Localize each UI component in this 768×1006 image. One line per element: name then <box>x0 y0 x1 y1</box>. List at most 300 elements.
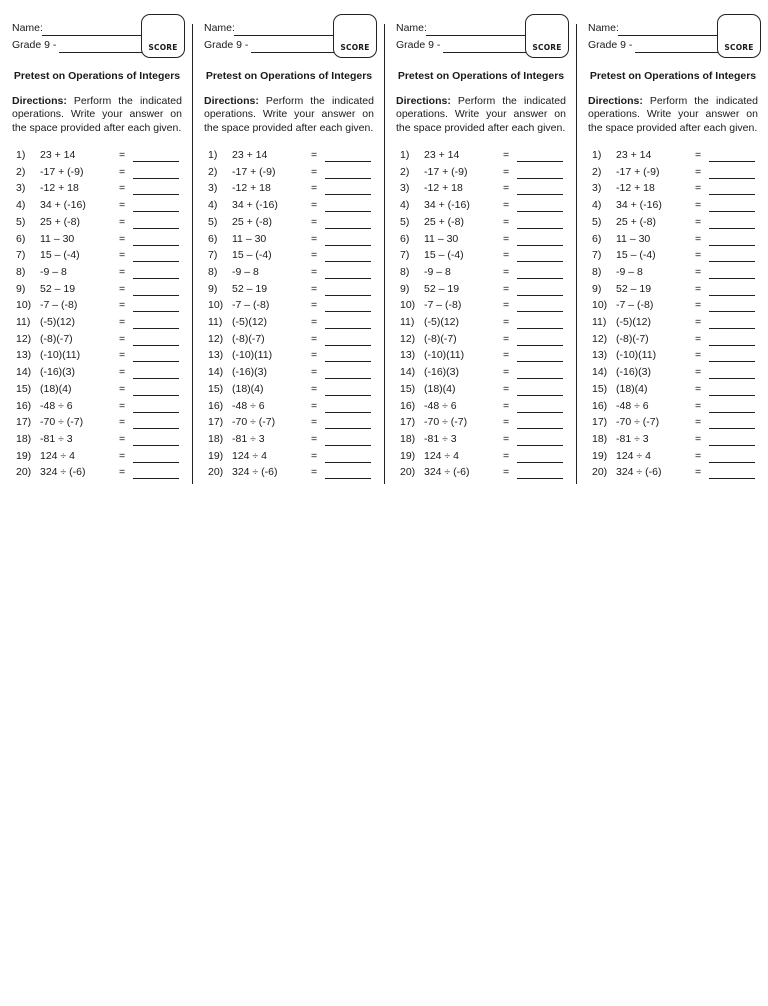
answer-blank[interactable] <box>133 345 179 346</box>
answer-blank[interactable] <box>133 478 179 479</box>
answer-blank[interactable] <box>325 245 371 246</box>
problem-row <box>592 349 762 366</box>
equals-sign: = <box>119 232 126 245</box>
problem-row <box>208 416 378 433</box>
answer-blank[interactable] <box>517 178 563 179</box>
problem-number: 10) <box>592 299 608 312</box>
problem-expression: 34 + (-16) <box>232 199 278 212</box>
answer-blank[interactable] <box>133 228 179 229</box>
equals-sign: = <box>695 466 702 479</box>
answer-blank[interactable] <box>325 445 371 446</box>
problem-number: 15) <box>208 382 224 395</box>
problem-row <box>400 299 570 316</box>
column-divider <box>576 24 577 484</box>
problem-number: 20) <box>592 466 608 479</box>
answer-blank[interactable] <box>325 295 371 296</box>
answer-blank[interactable] <box>133 328 179 329</box>
answer-blank[interactable] <box>325 211 371 212</box>
equals-sign: = <box>119 149 126 161</box>
score-label: SCORE <box>340 43 370 52</box>
answer-blank[interactable] <box>325 161 371 162</box>
problem-number: 2) <box>592 165 602 178</box>
directions-text: Perform the indicated operations. Write your answer on the space provided after each given. <box>12 95 182 134</box>
problem-number: 10) <box>208 299 224 312</box>
answer-blank[interactable] <box>133 311 179 312</box>
problem-number: 15) <box>16 382 32 395</box>
equals-sign: = <box>695 249 702 262</box>
equals-sign: = <box>503 316 510 328</box>
problem-row <box>208 233 378 250</box>
answer-blank[interactable] <box>517 428 563 429</box>
answer-blank[interactable] <box>517 311 563 312</box>
problem-row <box>16 466 186 483</box>
directions <box>396 95 566 135</box>
name-label: Name: <box>396 22 427 34</box>
problem-row <box>592 450 762 467</box>
problem-row <box>400 283 570 300</box>
problem-row <box>400 333 570 350</box>
problem-expression: (-8)(-7) <box>616 332 649 345</box>
problem-expression: (18)(4) <box>616 382 648 395</box>
problem-row <box>592 283 762 300</box>
problem-expression: (18)(4) <box>40 382 72 395</box>
equals-sign: = <box>503 332 510 345</box>
answer-blank[interactable] <box>517 361 563 362</box>
equals-sign: = <box>311 416 318 429</box>
problem-number: 6) <box>592 232 602 245</box>
answer-blank[interactable] <box>709 328 755 329</box>
answer-blank[interactable] <box>709 345 755 346</box>
problem-expression: -9 – 8 <box>232 265 259 278</box>
problem-expression: (-8)(-7) <box>232 332 265 345</box>
equals-sign: = <box>119 449 126 462</box>
problem-number: 17) <box>592 416 608 429</box>
score-box[interactable] <box>141 14 185 58</box>
problem-number: 10) <box>400 299 416 312</box>
grade-section-field[interactable] <box>635 52 718 53</box>
problem-number: 1) <box>592 149 602 161</box>
answer-blank[interactable] <box>517 378 563 379</box>
problem-expression: 15 – (-4) <box>232 249 272 262</box>
answer-blank[interactable] <box>325 361 371 362</box>
answer-blank[interactable] <box>133 445 179 446</box>
problem-number: 9) <box>400 282 410 295</box>
answer-blank[interactable] <box>709 161 755 162</box>
problem-row <box>16 166 186 183</box>
equals-sign: = <box>695 199 702 212</box>
problem-row <box>592 400 762 417</box>
problem-row <box>400 216 570 233</box>
problem-expression: (-5)(12) <box>40 316 76 328</box>
problem-number: 18) <box>16 432 32 445</box>
problem-expression: 324 ÷ (-6) <box>424 466 470 479</box>
equals-sign: = <box>119 332 126 345</box>
problem-number: 17) <box>16 416 32 429</box>
answer-blank[interactable] <box>133 161 179 162</box>
problem-row <box>592 299 762 316</box>
problem-row <box>592 249 762 266</box>
equals-sign: = <box>311 282 318 295</box>
problem-number: 13) <box>16 349 32 362</box>
answer-blank[interactable] <box>133 211 179 212</box>
problem-number: 20) <box>16 466 32 479</box>
score-box[interactable] <box>525 14 569 58</box>
answer-blank[interactable] <box>709 428 755 429</box>
score-box[interactable] <box>333 14 377 58</box>
directions <box>588 95 758 135</box>
answer-blank[interactable] <box>133 295 179 296</box>
problem-number: 19) <box>592 449 608 462</box>
answer-blank[interactable] <box>709 395 755 396</box>
equals-sign: = <box>695 265 702 278</box>
problem-expression: 23 + 14 <box>616 149 652 161</box>
problem-number: 19) <box>16 449 32 462</box>
score-label: SCORE <box>148 43 178 52</box>
problem-row <box>400 266 570 283</box>
equals-sign: = <box>695 382 702 395</box>
problem-row <box>208 216 378 233</box>
equals-sign: = <box>119 399 126 412</box>
equals-sign: = <box>503 366 510 379</box>
equals-sign: = <box>311 399 318 412</box>
equals-sign: = <box>311 349 318 362</box>
answer-blank[interactable] <box>133 378 179 379</box>
problem-row <box>592 366 762 383</box>
score-label: SCORE <box>532 43 562 52</box>
answer-blank[interactable] <box>133 361 179 362</box>
answer-blank[interactable] <box>325 328 371 329</box>
equals-sign: = <box>119 199 126 212</box>
answer-blank[interactable] <box>133 278 179 279</box>
answer-blank[interactable] <box>517 261 563 262</box>
name-field[interactable] <box>426 35 526 36</box>
grade-label: Grade 9 - <box>12 39 57 51</box>
problem-row <box>16 333 186 350</box>
problem-number: 20) <box>400 466 416 479</box>
name-label: Name: <box>12 22 43 34</box>
problem-number: 4) <box>208 199 218 212</box>
problem-row <box>208 283 378 300</box>
problem-number: 8) <box>400 265 410 278</box>
answer-blank[interactable] <box>325 345 371 346</box>
problem-number: 3) <box>400 182 410 195</box>
problem-row <box>400 416 570 433</box>
problem-row <box>208 149 378 166</box>
answer-blank[interactable] <box>709 378 755 379</box>
problem-row <box>592 433 762 450</box>
problem-number: 7) <box>400 249 410 262</box>
problem-number: 13) <box>592 349 608 362</box>
answer-blank[interactable] <box>517 194 563 195</box>
answer-blank[interactable] <box>517 445 563 446</box>
name-field[interactable] <box>234 35 334 36</box>
answer-blank[interactable] <box>133 245 179 246</box>
problem-expression: (18)(4) <box>232 382 264 395</box>
problem-expression: -9 – 8 <box>616 265 643 278</box>
answer-blank[interactable] <box>325 311 371 312</box>
problem-row <box>16 416 186 433</box>
answer-blank[interactable] <box>709 211 755 212</box>
problem-expression: -12 + 18 <box>40 182 79 195</box>
problem-expression: -17 + (-9) <box>424 165 468 178</box>
problem-row <box>400 166 570 183</box>
answer-blank[interactable] <box>325 378 371 379</box>
answer-blank[interactable] <box>709 178 755 179</box>
answer-blank[interactable] <box>709 228 755 229</box>
answer-blank[interactable] <box>709 462 755 463</box>
problem-expression: 324 ÷ (-6) <box>40 466 86 479</box>
answer-blank[interactable] <box>709 245 755 246</box>
answer-blank[interactable] <box>325 412 371 413</box>
answer-blank[interactable] <box>325 278 371 279</box>
problem-number: 6) <box>400 232 410 245</box>
problem-expression: (-16)(3) <box>424 366 460 379</box>
answer-blank[interactable] <box>709 445 755 446</box>
directions <box>204 95 374 135</box>
problem-row <box>208 182 378 199</box>
problem-number: 6) <box>16 232 26 245</box>
problem-number: 16) <box>208 399 224 412</box>
answer-blank[interactable] <box>325 462 371 463</box>
problem-number: 14) <box>16 366 32 379</box>
answer-blank[interactable] <box>709 261 755 262</box>
problem-expression: -48 ÷ 6 <box>232 399 265 412</box>
equals-sign: = <box>503 349 510 362</box>
problem-number: 13) <box>400 349 416 362</box>
directions-label: Directions: <box>588 95 643 107</box>
directions <box>12 95 182 135</box>
answer-blank[interactable] <box>709 295 755 296</box>
equals-sign: = <box>311 249 318 262</box>
problem-number: 16) <box>400 399 416 412</box>
problem-expression: 52 – 19 <box>616 282 652 295</box>
problem-expression: 34 + (-16) <box>40 199 86 212</box>
problem-number: 2) <box>208 165 218 178</box>
equals-sign: = <box>503 416 510 429</box>
equals-sign: = <box>119 282 126 295</box>
problem-number: 12) <box>208 332 224 345</box>
answer-blank[interactable] <box>709 311 755 312</box>
equals-sign: = <box>311 366 318 379</box>
equals-sign: = <box>695 432 702 445</box>
problem-row <box>208 400 378 417</box>
answer-blank[interactable] <box>325 228 371 229</box>
problem-expression: (-10)(11) <box>40 349 81 362</box>
problem-row <box>208 333 378 350</box>
problem-number: 9) <box>208 282 218 295</box>
worksheet-title: Pretest on Operations of Integers <box>13 70 181 82</box>
problem-number: 4) <box>400 199 410 212</box>
problem-row <box>16 149 186 166</box>
answer-blank[interactable] <box>709 478 755 479</box>
problem-number: 14) <box>592 366 608 379</box>
equals-sign: = <box>695 316 702 328</box>
answer-blank[interactable] <box>517 462 563 463</box>
answer-blank[interactable] <box>517 278 563 279</box>
problem-expression: 324 ÷ (-6) <box>232 466 278 479</box>
equals-sign: = <box>119 416 126 429</box>
problem-number: 11) <box>208 316 223 328</box>
problem-row <box>16 216 186 233</box>
answer-blank[interactable] <box>517 345 563 346</box>
problem-expression: (-16)(3) <box>40 366 76 379</box>
problem-number: 3) <box>16 182 26 195</box>
equals-sign: = <box>311 316 318 328</box>
equals-sign: = <box>503 299 510 312</box>
problem-expression: 23 + 14 <box>40 149 76 161</box>
answer-blank[interactable] <box>517 161 563 162</box>
problem-row <box>16 366 186 383</box>
answer-blank[interactable] <box>517 245 563 246</box>
answer-blank[interactable] <box>325 478 371 479</box>
problem-row <box>16 400 186 417</box>
equals-sign: = <box>503 466 510 479</box>
answer-blank[interactable] <box>517 395 563 396</box>
problem-row <box>592 199 762 216</box>
answer-blank[interactable] <box>325 395 371 396</box>
problem-row <box>16 450 186 467</box>
problem-expression: 124 ÷ 4 <box>232 449 267 462</box>
problem-row <box>592 149 762 166</box>
problem-number: 18) <box>208 432 224 445</box>
answer-blank[interactable] <box>517 228 563 229</box>
answer-blank[interactable] <box>133 395 179 396</box>
equals-sign: = <box>311 149 318 161</box>
problem-expression: 124 ÷ 4 <box>424 449 459 462</box>
name-field[interactable] <box>42 35 142 36</box>
grade-section-field[interactable] <box>59 52 142 53</box>
answer-blank[interactable] <box>709 361 755 362</box>
equals-sign: = <box>695 282 702 295</box>
column-divider <box>384 24 385 484</box>
problem-row <box>208 266 378 283</box>
answer-blank[interactable] <box>709 194 755 195</box>
answer-blank[interactable] <box>709 278 755 279</box>
problem-expression: 324 ÷ (-6) <box>616 466 662 479</box>
worksheet-title: Pretest on Operations of Integers <box>397 70 565 82</box>
answer-blank[interactable] <box>517 328 563 329</box>
problem-expression: -17 + (-9) <box>40 165 84 178</box>
grade-section-field[interactable] <box>443 52 526 53</box>
problem-expression: (-8)(-7) <box>40 332 73 345</box>
answer-blank[interactable] <box>133 261 179 262</box>
answer-blank[interactable] <box>133 428 179 429</box>
problem-row <box>592 383 762 400</box>
problem-number: 5) <box>16 215 26 228</box>
problem-number: 7) <box>592 249 602 262</box>
equals-sign: = <box>695 232 702 245</box>
equals-sign: = <box>503 399 510 412</box>
problem-row <box>16 316 186 333</box>
problem-row <box>208 199 378 216</box>
problem-expression: 52 – 19 <box>232 282 268 295</box>
equals-sign: = <box>311 449 318 462</box>
answer-blank[interactable] <box>133 178 179 179</box>
answer-blank[interactable] <box>133 462 179 463</box>
equals-sign: = <box>311 382 318 395</box>
problem-row <box>208 433 378 450</box>
answer-blank[interactable] <box>325 261 371 262</box>
answer-blank[interactable] <box>709 412 755 413</box>
problem-row <box>208 249 378 266</box>
problem-row <box>16 383 186 400</box>
equals-sign: = <box>119 299 126 312</box>
problem-row <box>400 182 570 199</box>
problem-row <box>16 299 186 316</box>
score-box[interactable] <box>717 14 761 58</box>
equals-sign: = <box>695 416 702 429</box>
equals-sign: = <box>311 215 318 228</box>
problem-number: 1) <box>208 149 218 161</box>
problem-row <box>16 349 186 366</box>
problem-number: 3) <box>592 182 602 195</box>
name-field[interactable] <box>618 35 718 36</box>
equals-sign: = <box>311 432 318 445</box>
problem-expression: 52 – 19 <box>424 282 460 295</box>
problem-expression: 11 – 30 <box>424 232 459 245</box>
equals-sign: = <box>311 232 318 245</box>
problem-number: 2) <box>16 165 26 178</box>
equals-sign: = <box>119 182 126 195</box>
problem-number: 18) <box>400 432 416 445</box>
problem-row <box>400 383 570 400</box>
problem-expression: -12 + 18 <box>232 182 271 195</box>
problem-number: 17) <box>400 416 416 429</box>
answer-blank[interactable] <box>517 211 563 212</box>
problem-number: 7) <box>16 249 26 262</box>
equals-sign: = <box>119 215 126 228</box>
problem-row <box>16 266 186 283</box>
answer-blank[interactable] <box>325 428 371 429</box>
answer-blank[interactable] <box>325 178 371 179</box>
problem-number: 16) <box>592 399 608 412</box>
problem-row <box>592 333 762 350</box>
problem-expression: -81 ÷ 3 <box>424 432 457 445</box>
problem-expression: -70 ÷ (-7) <box>424 416 468 429</box>
equals-sign: = <box>695 299 702 312</box>
equals-sign: = <box>503 149 510 161</box>
problem-row <box>208 466 378 483</box>
directions-label: Directions: <box>12 95 67 107</box>
answer-blank[interactable] <box>133 194 179 195</box>
problem-row <box>592 266 762 283</box>
answer-blank[interactable] <box>517 295 563 296</box>
problem-expression: 25 + (-8) <box>40 215 80 228</box>
problem-expression: 23 + 14 <box>424 149 460 161</box>
equals-sign: = <box>503 432 510 445</box>
problem-number: 10) <box>16 299 32 312</box>
problem-row <box>400 400 570 417</box>
problem-expression: -81 ÷ 3 <box>616 432 649 445</box>
answer-blank[interactable] <box>517 478 563 479</box>
problem-number: 9) <box>16 282 26 295</box>
problem-expression: 25 + (-8) <box>232 215 272 228</box>
equals-sign: = <box>311 165 318 178</box>
problem-number: 12) <box>16 332 32 345</box>
problem-row <box>16 433 186 450</box>
answer-blank[interactable] <box>517 412 563 413</box>
problem-expression: -9 – 8 <box>424 265 451 278</box>
equals-sign: = <box>119 466 126 479</box>
equals-sign: = <box>311 299 318 312</box>
answer-blank[interactable] <box>133 412 179 413</box>
problem-row <box>400 316 570 333</box>
grade-section-field[interactable] <box>251 52 334 53</box>
answer-blank[interactable] <box>325 194 371 195</box>
equals-sign: = <box>503 265 510 278</box>
problem-number: 6) <box>208 232 218 245</box>
problem-number: 16) <box>16 399 32 412</box>
